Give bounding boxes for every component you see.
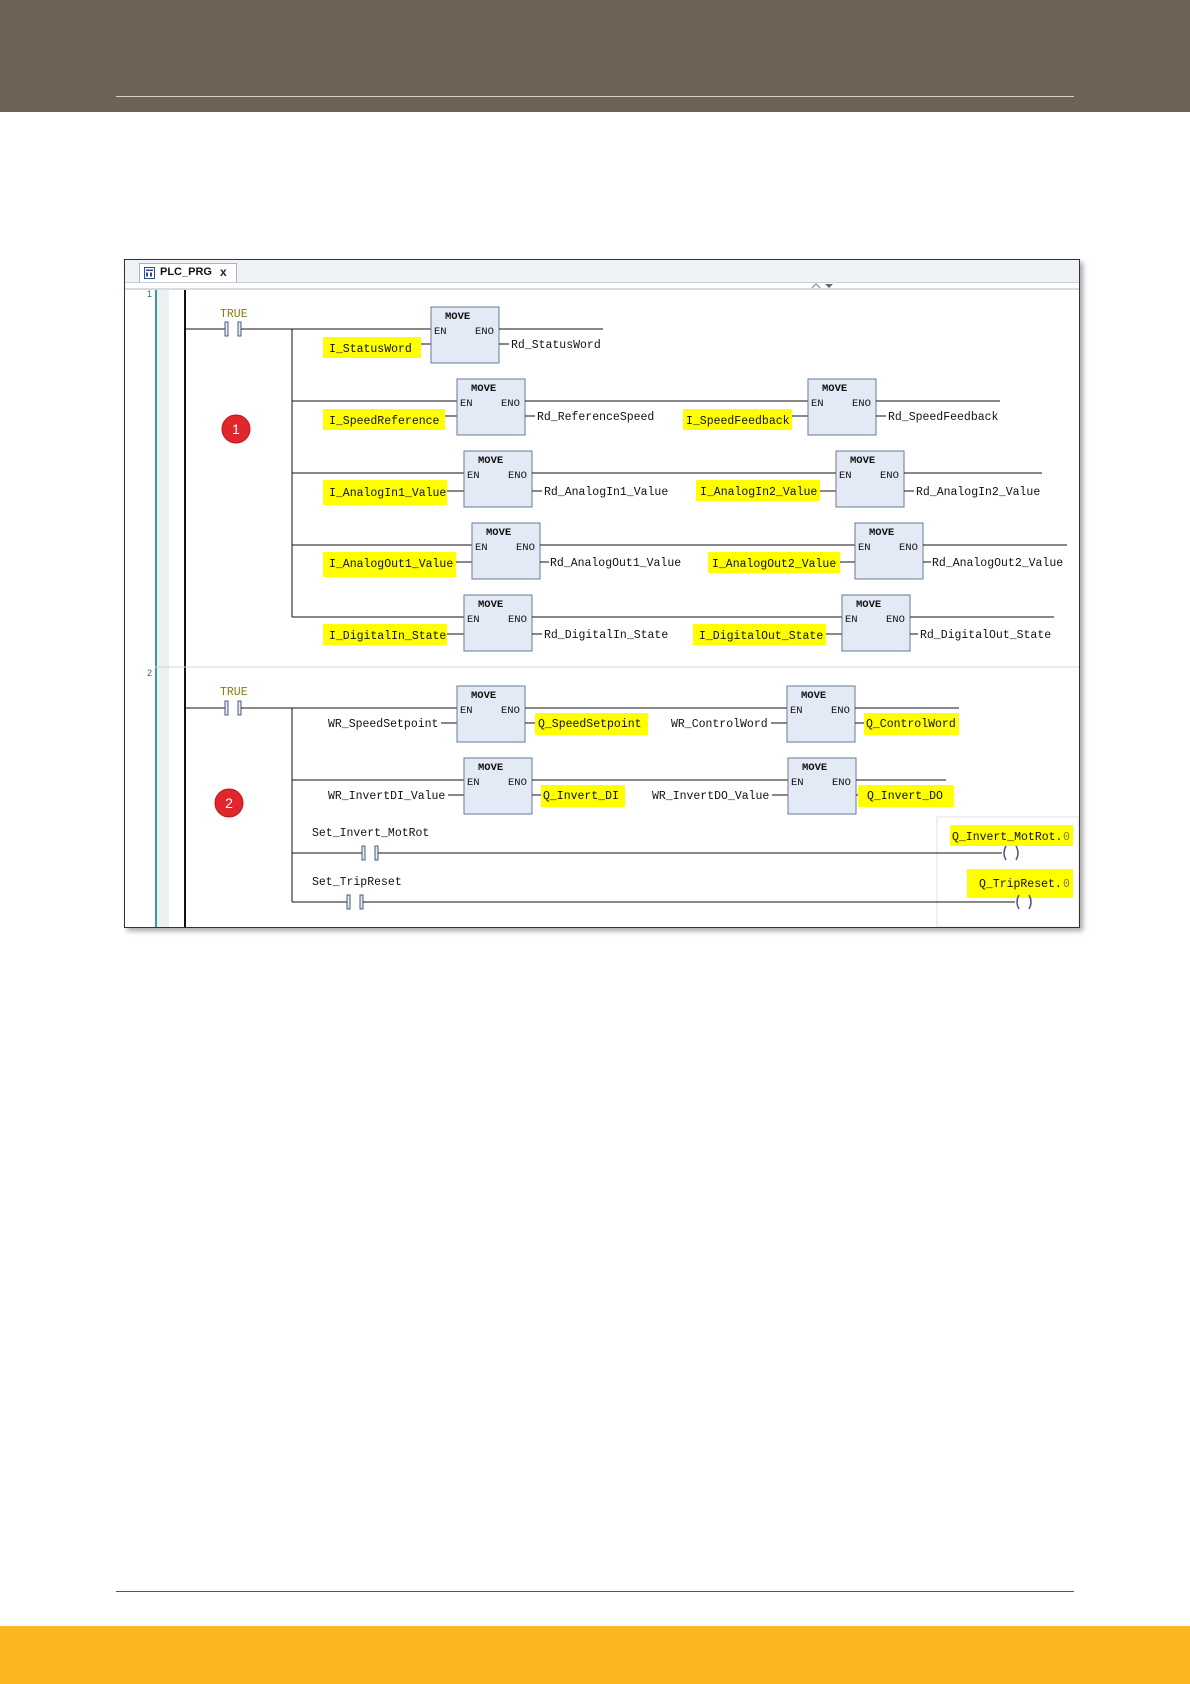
move-block[interactable] — [788, 758, 856, 814]
block-input-var[interactable]: I_SpeedFeedback — [686, 415, 790, 428]
coil-variable[interactable]: Q_TripReset. — [979, 878, 1062, 891]
block-output-var[interactable]: Rd_AnalogOut1_Value — [550, 557, 682, 570]
block-input-var[interactable]: WR_InvertDO_Value — [652, 790, 770, 803]
block-output-var[interactable]: Rd_AnalogOut2_Value — [932, 557, 1064, 570]
block-pin-eno: ENO — [501, 398, 520, 410]
coil-value: 0 — [1063, 831, 1070, 844]
block-input-var[interactable]: WR_ControlWord — [671, 718, 768, 731]
block-pin-eno: ENO — [516, 542, 535, 554]
block-pin-en: EN — [460, 398, 473, 410]
move-block[interactable] — [472, 523, 540, 579]
block-pin-eno: ENO — [501, 705, 520, 717]
block-title: MOVE — [869, 527, 895, 539]
block-pin-eno: ENO — [508, 777, 527, 789]
block-pin-eno: ENO — [508, 614, 527, 626]
block-input-var[interactable]: I_AnalogIn1_Value — [329, 487, 447, 500]
block-output-var[interactable]: Q_Invert_DO — [867, 790, 943, 803]
block-title: MOVE — [478, 599, 504, 611]
move-block[interactable] — [464, 758, 532, 814]
block-output-var[interactable]: Rd_StatusWord — [511, 339, 601, 352]
page-footer-band — [0, 1626, 1190, 1684]
move-block[interactable] — [808, 379, 876, 435]
header-divider — [116, 96, 1074, 97]
move-block[interactable] — [457, 686, 525, 742]
contact-true-label: TRUE — [220, 686, 248, 699]
block-title: MOVE — [802, 762, 828, 774]
contact-true-label: TRUE — [220, 308, 248, 321]
rung-number: 1 — [147, 289, 153, 299]
block-title: MOVE — [471, 383, 497, 395]
contact-trip-reset[interactable] — [347, 895, 363, 909]
contact-label: Set_TripReset — [312, 876, 402, 889]
move-block[interactable] — [431, 307, 499, 363]
callout-marker — [222, 415, 250, 443]
ladder-editor-window — [124, 259, 1080, 928]
block-input-var[interactable]: I_SpeedReference — [329, 415, 440, 428]
block-input-var[interactable]: I_DigitalOut_State — [699, 630, 824, 643]
block-pin-eno: ENO — [475, 326, 494, 338]
block-input-var[interactable]: I_DigitalIn_State — [329, 630, 447, 643]
block-output-var[interactable]: Q_Invert_DI — [543, 790, 619, 803]
block-output-var[interactable]: Rd_DigitalOut_State — [920, 629, 1052, 642]
block-output-var[interactable]: Q_ControlWord — [866, 718, 956, 731]
block-title: MOVE — [822, 383, 848, 395]
block-input-var[interactable]: I_AnalogIn2_Value — [700, 486, 818, 499]
block-output-var[interactable]: Rd_AnalogIn2_Value — [916, 486, 1041, 499]
block-input-var[interactable]: I_AnalogOut2_Value — [712, 558, 837, 571]
block-pin-en: EN — [791, 777, 804, 789]
block-input-var[interactable]: I_AnalogOut1_Value — [329, 558, 454, 571]
block-pin-en: EN — [467, 470, 480, 482]
contact-label: Set_Invert_MotRot — [312, 827, 430, 840]
block-input-var[interactable]: WR_InvertDI_Value — [328, 790, 446, 803]
rung-number: 2 — [147, 668, 153, 678]
block-title: MOVE — [486, 527, 512, 539]
marker-label: 1 — [232, 421, 240, 437]
block-pin-en: EN — [467, 777, 480, 789]
tab-label: PLC_PRG — [160, 266, 212, 278]
move-block[interactable] — [464, 451, 532, 507]
block-output-var[interactable]: Rd_DigitalIn_State — [544, 629, 669, 642]
contact-true[interactable] — [225, 322, 241, 336]
block-pin-en: EN — [460, 705, 473, 717]
block-pin-en: EN — [790, 705, 803, 717]
block-output-var[interactable]: Rd_ReferenceSpeed — [537, 411, 655, 424]
block-output-var[interactable]: Rd_AnalogIn1_Value — [544, 486, 669, 499]
block-title: MOVE — [850, 455, 876, 467]
block-input-var[interactable]: I_StatusWord — [329, 343, 412, 356]
move-block[interactable] — [836, 451, 904, 507]
block-pin-eno: ENO — [852, 398, 871, 410]
move-block[interactable] — [842, 595, 910, 651]
block-pin-en: EN — [839, 470, 852, 482]
block-pin-eno: ENO — [880, 470, 899, 482]
gutter-margin — [157, 290, 169, 927]
move-block[interactable] — [855, 523, 923, 579]
block-title: MOVE — [445, 311, 471, 323]
block-input-var[interactable]: WR_SpeedSetpoint — [328, 718, 439, 731]
block-pin-en: EN — [434, 326, 447, 338]
marker-label: 2 — [225, 795, 233, 811]
coil-value: 0 — [1063, 878, 1070, 891]
block-pin-eno: ENO — [508, 470, 527, 482]
block-output-var[interactable]: Rd_SpeedFeedback — [888, 411, 999, 424]
line-number-gutter — [125, 290, 155, 927]
block-pin-en: EN — [467, 614, 480, 626]
block-pin-eno: ENO — [831, 705, 850, 717]
block-pin-en: EN — [845, 614, 858, 626]
block-title: MOVE — [471, 690, 497, 702]
callout-marker — [215, 789, 243, 817]
block-title: MOVE — [478, 455, 504, 467]
close-icon[interactable]: x — [220, 265, 227, 279]
block-pin-en: EN — [811, 398, 824, 410]
move-block[interactable] — [464, 595, 532, 651]
block-title: MOVE — [801, 690, 827, 702]
block-output-var[interactable]: Q_SpeedSetpoint — [538, 718, 642, 731]
footer-divider — [116, 1591, 1074, 1592]
contact-invert-motrot[interactable] — [362, 846, 378, 860]
move-block[interactable] — [787, 686, 855, 742]
block-pin-eno: ENO — [886, 614, 905, 626]
coil-variable[interactable]: Q_Invert_MotRot. — [952, 831, 1063, 844]
block-title: MOVE — [856, 599, 882, 611]
contact-true[interactable] — [225, 701, 241, 715]
move-block[interactable] — [457, 379, 525, 435]
block-pin-eno: ENO — [832, 777, 851, 789]
block-pin-en: EN — [858, 542, 871, 554]
block-title: MOVE — [478, 762, 504, 774]
block-pin-eno: ENO — [899, 542, 918, 554]
left-power-rail — [184, 290, 186, 927]
block-pin-en: EN — [475, 542, 488, 554]
ladder-diagram — [125, 260, 1079, 927]
gutter-rail — [155, 290, 157, 927]
